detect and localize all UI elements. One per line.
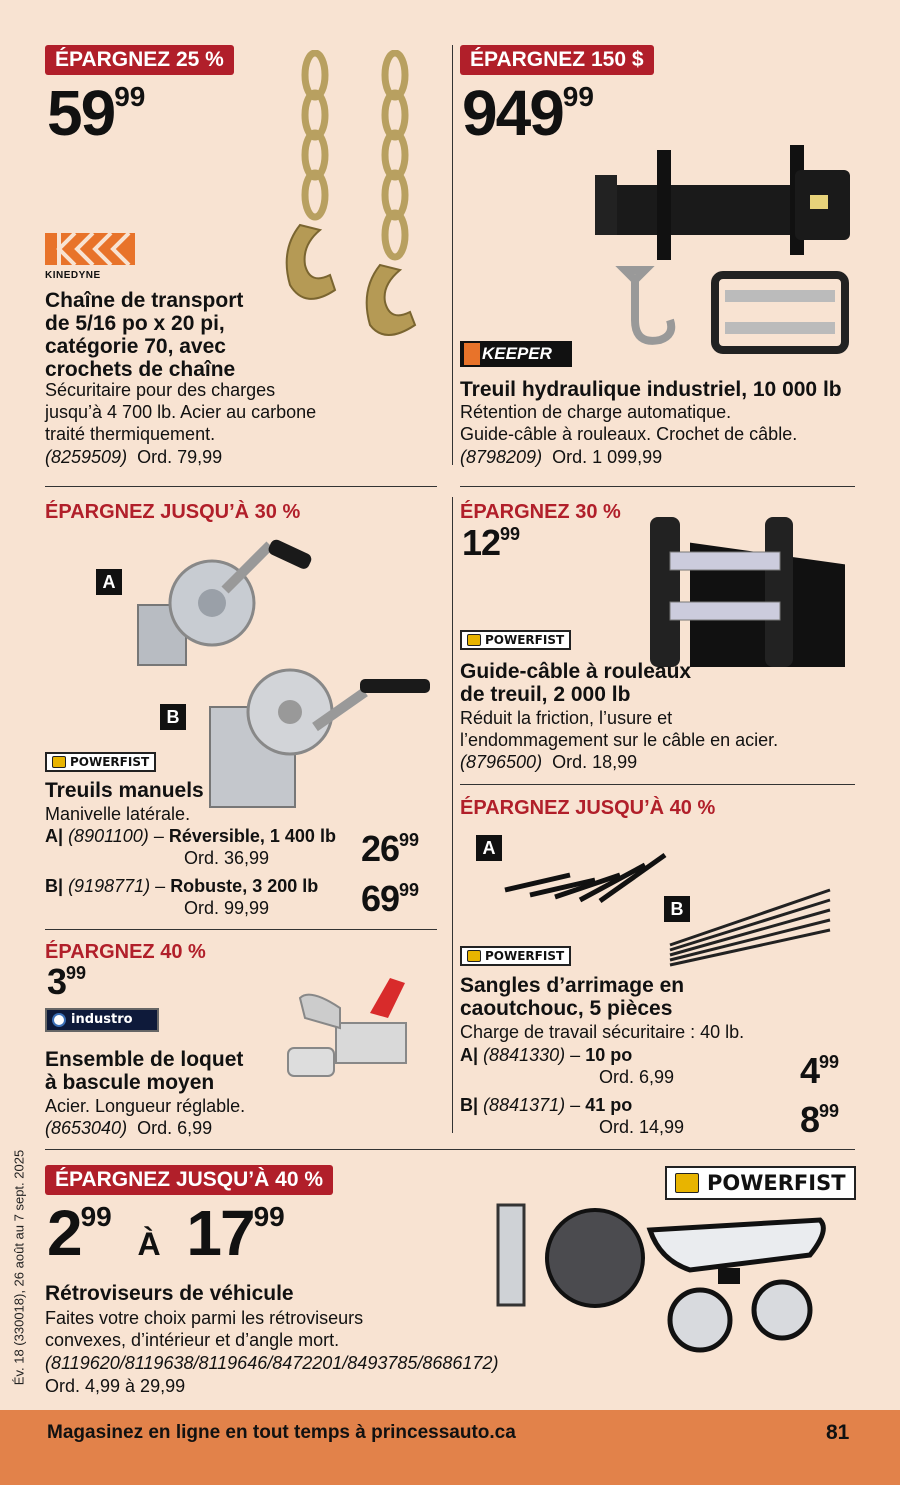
product-title: Chaîne de transport de 5/16 po x 20 pi, catégorie 70, avec crochets de chaîne	[45, 289, 244, 381]
product-description: Sécuritaire pour des charges jusqu’à 4 700 lb. Acier au carbone traité thermiquement.	[45, 380, 317, 444]
savings-text: ÉPARGNEZ JUSQU’À 40 %	[460, 797, 716, 819]
divider-right-1	[460, 486, 855, 487]
sale-price	[47, 77, 146, 149]
sku: (8259509)	[45, 447, 128, 467]
product-description: Manivelle latérale.	[45, 804, 191, 824]
price-dollars: 949	[462, 77, 563, 149]
variant-b-name: 41 po	[585, 1095, 633, 1115]
kinedyne-mark-icon	[45, 233, 135, 265]
price1-cents: 99	[80, 1201, 112, 1232]
variant-b-regular-price: Ord. 99,99	[184, 898, 270, 918]
variant-a-line	[45, 825, 336, 847]
product-title: Rétroviseurs de véhicule	[45, 1282, 294, 1305]
fist-icon	[675, 1173, 699, 1193]
savings-badge: ÉPARGNEZ 25 %	[45, 45, 234, 75]
product-sku-line	[45, 446, 222, 468]
product-description: Acier. Longueur réglable.	[45, 1096, 246, 1116]
chain-hooks-image	[270, 50, 450, 340]
variant-b-prefix: B|	[45, 876, 64, 896]
straps-b-image	[660, 885, 840, 975]
fairlead-image	[650, 507, 850, 667]
variant-a-name: 10 po	[585, 1045, 633, 1065]
price-cents: 99	[562, 81, 594, 112]
brand-name: KEEPER	[482, 344, 552, 363]
price2-cents: 99	[253, 1201, 285, 1232]
toggle-latch-image	[280, 968, 420, 1088]
variant-a-sale-price	[361, 828, 420, 869]
sale-price	[47, 961, 87, 1002]
regular-price: Ord. 6,99	[137, 1118, 213, 1138]
product-rubber-straps	[460, 795, 860, 1145]
footer-text: Magasinez en ligne en tout temps à princessauto.ca	[47, 1422, 516, 1443]
regular-price: Ord. 18,99	[552, 752, 638, 772]
product-sku-line	[460, 446, 662, 468]
page-number: 81	[826, 1421, 850, 1444]
savings-text: ÉPARGNEZ JUSQU’À 30 %	[45, 501, 301, 523]
savings-text: ÉPARGNEZ 30 %	[460, 501, 621, 523]
variant-b-name: Robuste, 3 200 lb	[170, 876, 319, 896]
product-title: Treuil hydraulique industriel, 10 000 lb	[460, 378, 842, 401]
product-description: Réduit la friction, l’usure et l’endommagement sur le câble en acier.	[460, 708, 779, 750]
variant-b-line	[45, 875, 318, 897]
variant-a-prefix: A|	[460, 1045, 479, 1065]
product-description: Faites votre choix parmi les rétroviseurs convexes, d’intérieur et d’angle mort.	[45, 1308, 364, 1350]
mirrors-image	[490, 1200, 860, 1370]
product-title: Treuils manuels	[45, 779, 204, 802]
price-cents: 99	[114, 81, 146, 112]
sku: (8798209)	[460, 447, 543, 467]
industro-logo	[45, 1008, 159, 1032]
product-toggle-latch	[45, 940, 445, 1140]
price-dollars: 12	[462, 522, 501, 563]
product-description: Charge de travail sécuritaire : 40 lb.	[460, 1022, 745, 1042]
variant-label-a: A	[96, 569, 122, 595]
brand-name: industro	[71, 1012, 133, 1027]
variant-b-sale-price	[800, 1099, 840, 1140]
regular-price: Ord. 79,99	[137, 447, 223, 467]
brand-name: POWERFIST	[70, 755, 150, 769]
price-dollars: 8	[800, 1099, 820, 1140]
variant-label-b: B	[160, 704, 186, 730]
variant-a-line	[460, 1044, 632, 1066]
product-description-1: Rétention de charge automatique.	[460, 402, 732, 422]
savings-badge: ÉPARGNEZ 150 $	[460, 45, 654, 75]
regular-price: Ord. 4,99 à 29,99	[45, 1376, 186, 1396]
fist-icon	[467, 950, 481, 962]
price-cents: 99	[819, 1052, 840, 1072]
product-roller-fairlead	[460, 497, 860, 777]
product-description-2: Guide-câble à rouleaux. Crochet de câble.	[460, 424, 798, 444]
variant-b-sku: (9198771)	[68, 876, 151, 896]
brand-name: POWERFIST	[485, 949, 565, 963]
price-dollars: 26	[361, 828, 400, 869]
price2-dollars: 17	[186, 1197, 254, 1269]
variant-b-sep: –	[155, 876, 166, 896]
savings-text: ÉPARGNEZ 40 %	[45, 941, 206, 963]
winch-a-image	[130, 535, 330, 675]
divider-full	[45, 1149, 855, 1150]
price-cents: 99	[819, 1101, 840, 1121]
sku: (8653040)	[45, 1118, 128, 1138]
powerfist-logo	[460, 946, 571, 966]
variant-a-sale-price	[800, 1050, 840, 1091]
variant-b-regular-price: Ord. 14,99	[599, 1117, 685, 1137]
keeper-logo	[460, 341, 572, 367]
product-sku-line	[460, 751, 637, 773]
footer-bar	[0, 1410, 900, 1485]
variant-a-sku: (8841330)	[483, 1045, 566, 1065]
fist-icon	[467, 634, 481, 646]
price-cents: 99	[500, 524, 521, 544]
keeper-k-icon	[464, 343, 480, 365]
product-vehicle-mirrors	[45, 1165, 860, 1400]
winch-b-image	[205, 667, 435, 817]
divider-left-1	[45, 486, 437, 487]
product-chain	[45, 45, 445, 475]
straps-a-image	[500, 835, 680, 905]
industro-globe-icon	[52, 1013, 66, 1027]
savings-badge: ÉPARGNEZ JUSQU’À 40 %	[45, 1165, 333, 1195]
product-hydraulic-winch	[460, 45, 860, 475]
variant-b-prefix: B|	[460, 1095, 479, 1115]
variant-b-sep: –	[570, 1095, 581, 1115]
variant-a-regular-price: Ord. 6,99	[599, 1067, 675, 1087]
product-manual-winches	[45, 497, 445, 922]
brand-name: POWERFIST	[485, 633, 565, 647]
brand-name: POWERFIST	[707, 1171, 846, 1195]
product-title: Ensemble de loquet à bascule moyen	[45, 1048, 244, 1094]
regular-price: Ord. 1 099,99	[552, 447, 663, 467]
kinedyne-logo	[45, 233, 141, 281]
price-cents: 99	[399, 880, 420, 900]
brand-name: KINEDYNE	[45, 270, 101, 281]
column-divider-top	[452, 45, 453, 465]
variant-a-name: Réversible, 1 400 lb	[168, 826, 336, 846]
sale-price	[462, 522, 521, 563]
divider-right-2	[460, 784, 855, 785]
powerfist-logo	[45, 752, 156, 772]
variant-b-sku: (8841371)	[483, 1095, 566, 1115]
divider-left-2	[45, 929, 437, 930]
variant-b-line	[460, 1094, 632, 1116]
sku: (8796500)	[460, 752, 543, 772]
product-sku-line	[45, 1117, 212, 1139]
product-title: Guide-câble à rouleaux de treuil, 2 000 lb	[460, 660, 692, 706]
price-dollars: 59	[47, 77, 115, 149]
price-dollars: 69	[361, 878, 400, 919]
sale-price-range	[47, 1197, 285, 1269]
variant-b-sale-price	[361, 878, 420, 919]
price-dollars: 3	[47, 961, 67, 1002]
price-dollars: 4	[800, 1050, 820, 1091]
variant-label-a: A	[476, 835, 502, 861]
price1-dollars: 2	[47, 1197, 81, 1269]
price-sep: À	[137, 1226, 161, 1262]
variant-a-sku: (8901100)	[68, 826, 149, 846]
powerfist-logo	[460, 630, 571, 650]
variant-a-prefix: A|	[45, 826, 64, 846]
powerfist-logo	[665, 1166, 856, 1200]
variant-a-sep: –	[153, 826, 164, 846]
variant-a-regular-price: Ord. 36,99	[184, 848, 270, 868]
variant-label-b: B	[664, 896, 690, 922]
edition-note: Év. 18 (330018), 26 août au 7 sept. 2025	[11, 1149, 27, 1386]
fist-icon	[52, 756, 66, 768]
hydraulic-winch-image	[575, 130, 860, 360]
price-cents: 99	[66, 963, 87, 983]
column-divider-middle	[452, 497, 453, 1133]
variant-a-sep: –	[570, 1045, 581, 1065]
sku-list: (8119620/8119638/8119646/8472201/8493785/8686172)	[45, 1353, 499, 1373]
product-title: Sangles d’arrimage en caoutchouc, 5 pièces	[460, 974, 685, 1020]
price-cents: 99	[399, 830, 420, 850]
